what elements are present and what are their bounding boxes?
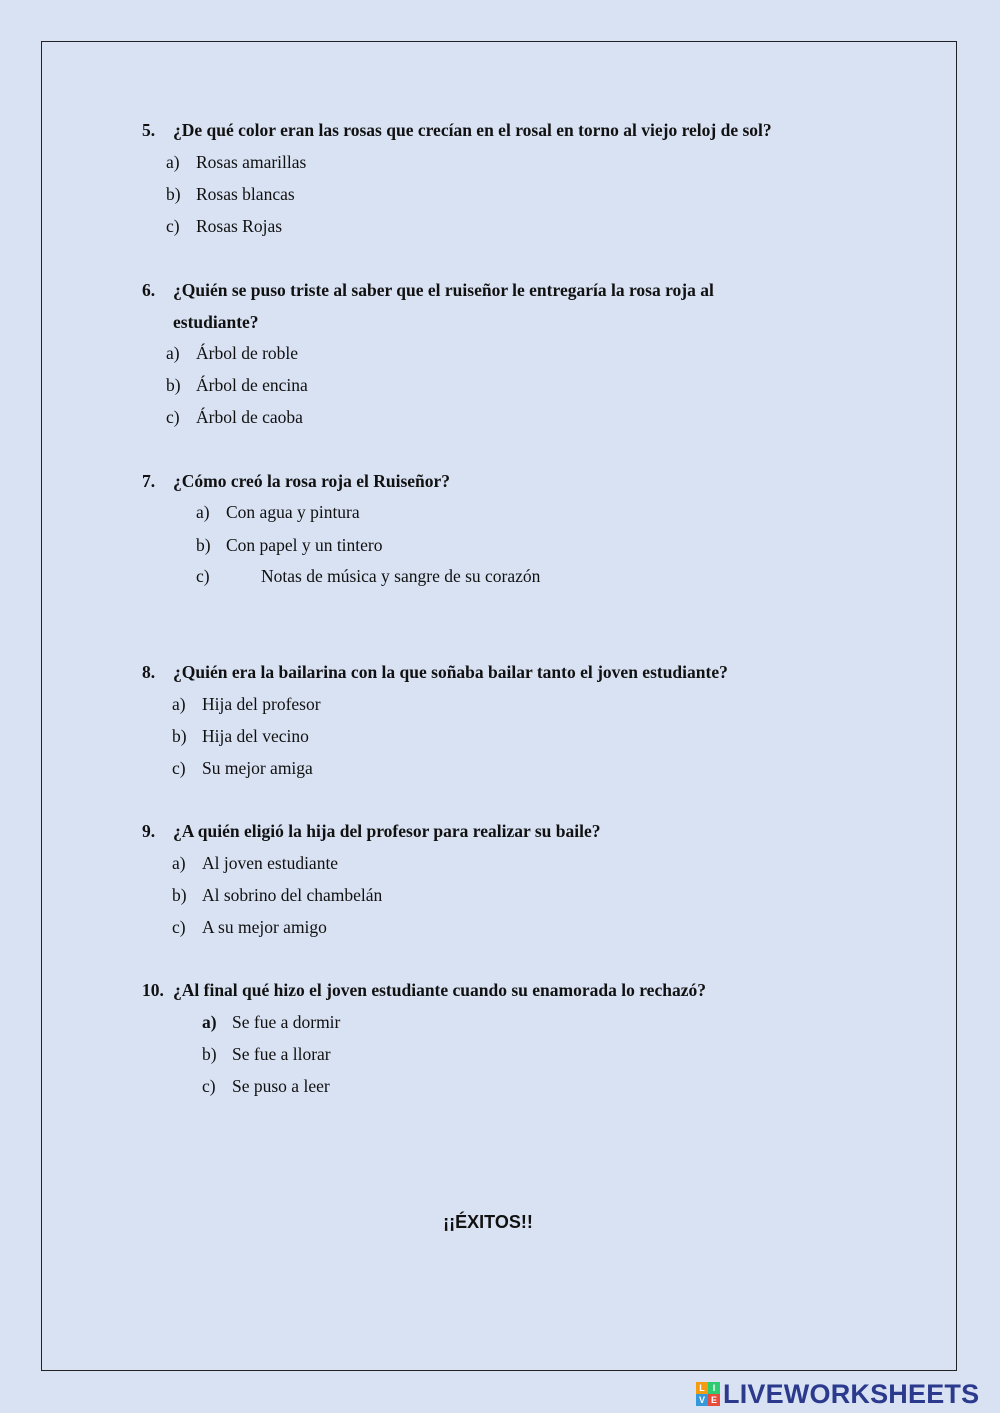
option-text: Al joven estudiante — [202, 853, 339, 873]
option-text: Árbol de encina — [196, 375, 308, 395]
option-8a[interactable] — [172, 688, 321, 720]
option-letter: b) — [172, 885, 187, 905]
option-6c[interactable] — [166, 401, 303, 433]
question-text: ¿De qué color eran las rosas que crecían en el rosal en torno al viejo reloj de sol? — [173, 120, 772, 140]
option-text: Rosas Rojas — [196, 216, 283, 236]
question-number: 10. — [142, 980, 164, 1000]
option-6a[interactable] — [166, 337, 298, 369]
option-text: Hija del profesor — [202, 694, 321, 714]
option-letter: c) — [196, 566, 210, 586]
question-number: 7. — [142, 471, 156, 491]
option-5b[interactable] — [166, 178, 295, 210]
question-text: ¿Cómo creó la rosa roja el Ruiseñor? — [173, 471, 451, 491]
option-text: Su mejor amiga — [202, 758, 313, 778]
icon-letter: L — [696, 1382, 708, 1394]
question-number: 8. — [142, 662, 156, 682]
option-letter: c) — [166, 216, 180, 236]
option-letter: b) — [196, 535, 211, 555]
brand-name: LIVEWORKSHEETS — [723, 1378, 980, 1409]
option-7b[interactable] — [196, 529, 383, 561]
option-letter: a) — [166, 343, 180, 363]
option-6b[interactable] — [166, 369, 308, 401]
liveworksheets-logo[interactable] — [696, 1377, 979, 1411]
option-letter: c) — [172, 917, 186, 937]
option-letter: b) — [166, 184, 181, 204]
option-9c[interactable] — [172, 911, 327, 943]
option-text: A su mejor amigo — [202, 917, 327, 937]
option-letter: a) — [202, 1012, 217, 1032]
icon-letter: I — [708, 1382, 720, 1394]
option-text: Se fue a dormir — [232, 1012, 341, 1032]
icon-letter: V — [696, 1394, 708, 1406]
option-text: Árbol de roble — [196, 343, 299, 363]
question-text: ¿A quién eligió la hija del profesor para realizar su baile? — [173, 821, 601, 841]
option-10a[interactable] — [202, 1006, 340, 1038]
option-text: Se fue a llorar — [232, 1044, 331, 1064]
question-number: 9. — [142, 821, 156, 841]
question-number: 6. — [142, 280, 156, 300]
option-letter: a) — [172, 853, 186, 873]
option-letter: b) — [166, 375, 181, 395]
option-8b[interactable] — [172, 720, 309, 752]
question-number: 5. — [142, 120, 156, 140]
option-10b[interactable] — [202, 1038, 331, 1070]
question-text: ¿Quién se puso triste al saber que el ruiseñor le entregaría la rosa roja al estudiante? — [173, 280, 714, 332]
option-9b[interactable] — [172, 879, 382, 911]
question-text: ¿Al final qué hizo el joven estudiante cuando su enamorada lo rechazó? — [173, 980, 706, 1000]
option-text: Se puso a leer — [232, 1076, 330, 1096]
option-text: Rosas amarillas — [196, 152, 307, 172]
option-letter: a) — [172, 694, 186, 714]
option-9a[interactable] — [172, 847, 338, 879]
option-text: Con agua y pintura — [226, 502, 360, 522]
option-letter: a) — [166, 152, 180, 172]
option-5a[interactable] — [166, 146, 306, 178]
option-letter: c) — [202, 1076, 216, 1096]
option-letter: b) — [172, 726, 187, 746]
option-letter: c) — [166, 407, 180, 427]
option-letter: c) — [172, 758, 186, 778]
option-text: Hija del vecino — [202, 726, 309, 746]
option-letter: a) — [196, 502, 210, 522]
icon-letter: E — [708, 1394, 720, 1406]
option-text: Al sobrino del chambelán — [202, 885, 383, 905]
option-5c[interactable] — [166, 210, 282, 242]
liveworksheets-icon — [696, 1382, 720, 1406]
option-10c[interactable] — [202, 1070, 330, 1102]
option-text: Rosas blancas — [196, 184, 295, 204]
option-letter: b) — [202, 1044, 217, 1064]
question-text: ¿Quién era la bailarina con la que soñaba bailar tanto el joven estudiante? — [173, 662, 728, 682]
question-6 — [142, 274, 782, 338]
option-7c[interactable] — [196, 560, 540, 592]
option-text: Árbol de caoba — [196, 407, 303, 427]
option-text: Con papel y un tintero — [226, 535, 383, 555]
option-8c[interactable] — [172, 752, 313, 784]
option-text: Notas de música y sangre de su corazón — [261, 566, 541, 586]
closing-message: ¡¡ÉXITOS!! — [443, 1212, 533, 1232]
option-7a[interactable] — [196, 496, 360, 528]
